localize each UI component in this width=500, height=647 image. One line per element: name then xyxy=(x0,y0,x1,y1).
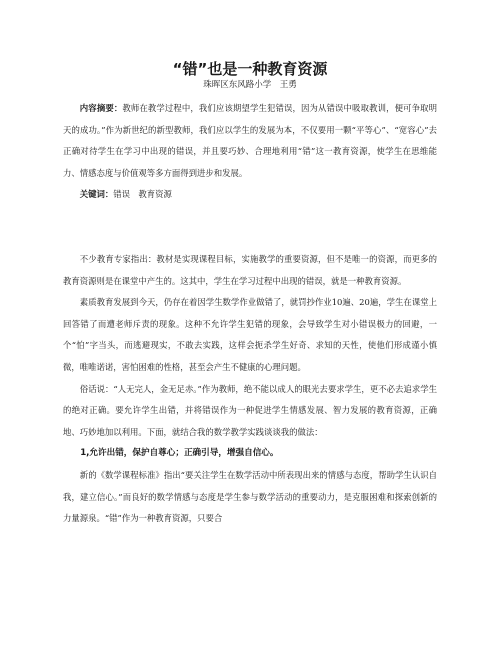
document-title: “错”也是一种教育资源 xyxy=(172,60,328,78)
abstract-text: 教师在教学过程中，我们应该期望学生犯错误，因为从错误中吸取教训，便可争取明天的成功。”作为新世纪的新型教师，我们应以学生的发展为本，不仅要用一颗“平等心”、“宽容心”去正确对待学生在学习中出现的错误，并且要巧妙、合理地利用“错”这一教育资源，使学生在思维能力、情感态度与价值观等多方面得到进步和发展。 xyxy=(63,103,438,178)
body-paragraph-4: 新的《数学课程标准》指出“要关注学生在数学活动中所表现出来的情感与态度，帮助学生认识自我，建立信心。”而良好的数学情感与态度是学生参与数学活动的重要动力，是克服困难和探索创新的力量源泉。“错”作为一种教育资源，只要合 xyxy=(63,469,437,524)
document-author: 珠晖区东风路小学 王勇 xyxy=(203,80,297,90)
keywords-label: 关键词： xyxy=(79,189,114,200)
body-paragraph-1: 不少教育专家指出：教材是实现课程目标，实施教学的重要资源，但不是唯一的资源，而更多的教育资源则是在课堂中产生的。这其中，学生在学习过程中出现的错误，就是一种教育资源。 xyxy=(63,253,437,286)
body-paragraph-2: 素质教育发展到今天，仍存在着因学生数学作业做错了，就罚抄作业10遍、20遍，学生在课堂上回答错了而遭老师斥责的现象。这种不允许学生犯错的现象，会导致学生对小错误极力的回避，一个“怕”字当头，而逃避现实，不敢去实践，这样会扼杀学生好奇、求知的天性，使他们形成谨小慎微，唯唯诺诺，害怕困难的性格，甚至会产生不健康的心理问题。 xyxy=(63,297,437,372)
section-spacer xyxy=(63,206,437,249)
abstract-label: 内容摘要： xyxy=(79,103,123,113)
body-paragraph-3: 俗话说：“人无完人，金无足赤。”作为教师，绝不能以成人的眼光去要求学生，更不必去追求学生的绝对正确。要允许学生出错，并将错误作为一种促进学生情感发展、智力发展的教育资源，正确地、巧妙地加以利用。下面，就结合我的数学教学实践谈谈我的做法： xyxy=(63,383,437,437)
keywords xyxy=(63,184,437,206)
section-heading: 1,允许出错，保护自尊心；正确引导，增强自信心。 xyxy=(80,448,279,459)
abstract xyxy=(63,98,437,184)
keywords-text: 错误 教育资源 xyxy=(113,189,172,200)
